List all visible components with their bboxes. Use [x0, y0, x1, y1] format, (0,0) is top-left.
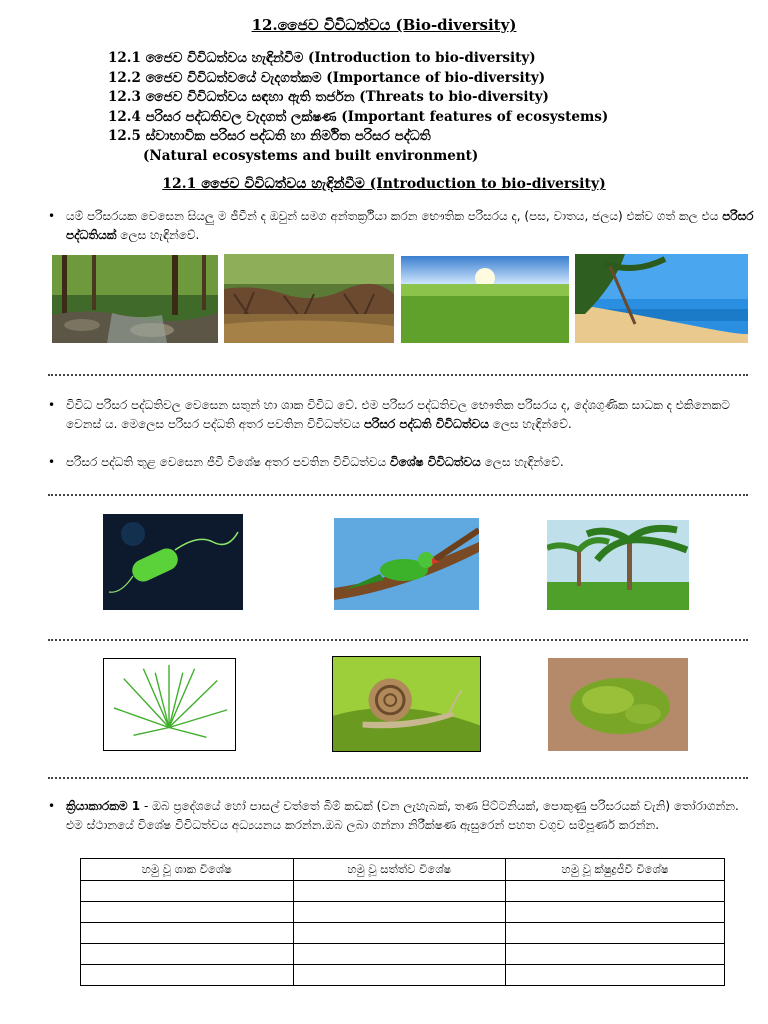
toc-item-subtitle: (Natural ecosystems and built environment) [143, 147, 479, 164]
beach-image [575, 254, 748, 343]
toc-item: 12.1 ජෛව විවිධත්වය හැඳින්වීම (Introduction to bio-diversity) [108, 50, 536, 66]
table-cell[interactable] [506, 965, 725, 986]
table-cell[interactable] [81, 923, 294, 944]
activity-label: ක්‍රියාකාරකම 1 [66, 799, 141, 813]
table-cell[interactable] [293, 965, 506, 986]
table-cell[interactable] [293, 923, 506, 944]
toc-item: 12.4 පරිසර පද්ධතිවල වැදගත් ලක්ෂණ (Important features of ecosystems) [108, 108, 609, 125]
parrot-image [334, 518, 479, 610]
divider [48, 639, 748, 641]
table-cell[interactable] [293, 881, 506, 902]
toc-item: 12.5 ස්වාභාවික පරිසර පද්ධති හා නිර්මිත පරිසර පද්ධති [108, 128, 431, 144]
table-cell[interactable] [81, 881, 294, 902]
table-cell[interactable] [81, 944, 294, 965]
table-row [81, 944, 725, 965]
table-of-contents [108, 49, 608, 166]
divider [48, 777, 748, 779]
table-row [81, 923, 725, 944]
table-cell[interactable] [81, 902, 294, 923]
palm-trees-image [547, 520, 689, 610]
toc-item: 12.2 ජෛව විවිධත්වයේ වැදගත්කම (Importance of bio-diversity) [108, 69, 546, 86]
bullet-icon: • [48, 209, 56, 223]
observation-table [80, 858, 725, 986]
paragraph-species-diversity: • පරිසර පද්ධති තුළ වෙසෙන ජීවී විශේෂ අතර පවතින විවිධත්වය විශේෂ විවිධත්වය ලෙස හැඳින්වේ. [66, 453, 756, 472]
section-heading: 12.1 ජෛව විවිධත්වය හැඳින්වීම (Introduction to bio-diversity) [162, 176, 606, 192]
bacterium-image [103, 514, 243, 610]
table-cell[interactable] [506, 881, 725, 902]
table-row [81, 881, 725, 902]
bullet-icon: • [48, 799, 56, 813]
grassland-image [401, 256, 569, 343]
activity-instructions: • ක්‍රියාකාරකම 1 - ඔබ ප්‍රදේශයේ හෝ පාසල් වත්තේ බිම් කඩක් (වන ලැහැබක්, තණ පිට්ටනියක්, පොකුණු පරිසරයක් වැනි) තෝරාගන්න. එම ස්ථානයේ විශේෂ විවිධත්වය අධ්‍යයනය කරන්න.ඔබ ලබා ගන්නා නිරීක්ෂණ ඇසුරෙන් පහත වගුව සම්පූර්ණ කරන්න. [48, 799, 739, 832]
page-title: 12.ජෛව විවිධත්වය (Bio-diversity) [251, 16, 517, 34]
mangrove-image [224, 254, 394, 343]
table-cell[interactable] [81, 965, 294, 986]
table-header-microbes: හමු වූ ක්ෂුද්‍රජීවී විශේෂ [506, 859, 725, 881]
paragraph-ecosystem-diversity: • විවිධ පරිසර පද්ධතිවල වෙසෙන සතුන් හා ශාක විවිධ වේ. එම පරිසර පද්ධතිවල භෞතික පරිසරය ද, දේශගුණික සාධක ද එකිනෙකට වෙනස් ය. මෙලෙස පරිසර පද්ධති අතර පවතින විවිධත්වය පරිසර පද්ධති විවිධත්වය ලෙස හැඳින්වේ. [48, 398, 730, 431]
table-header-row [81, 859, 725, 881]
moss-image [548, 658, 688, 751]
table-cell[interactable] [506, 902, 725, 923]
bullet-icon: • [48, 398, 56, 412]
table-header-animals: හමු වූ සත්ත්ව විශේෂ [293, 859, 506, 881]
table-cell[interactable] [506, 923, 725, 944]
paragraph-ecosystem: • යම් පරිසරයක වෙසෙන සියලු ම ජීවීන් ද ඔවුන් සමග අන්තර්ක්‍රියා කරන භෞතික පරිසරය ද, (පස, වාතය, ජලය) එක්ව ගත් කල එය පරිසර පද්ධතියක් ලෙස හැඳින්වේ. [48, 209, 754, 242]
divider [48, 494, 748, 496]
bullet-icon: • [48, 455, 56, 469]
table-header-plants: හමු වූ ශාක විශේෂ [81, 859, 294, 881]
table-row [81, 902, 725, 923]
toc-item: 12.3 ජෛව විවිධත්වය සඳහා ඇති තර්ජන (Threats to bio-diversity) [108, 89, 549, 105]
divider [48, 374, 748, 376]
snail-image [332, 656, 481, 752]
table-cell[interactable] [506, 944, 725, 965]
forest-stream-image [52, 255, 218, 343]
table-cell[interactable] [293, 944, 506, 965]
table-cell[interactable] [293, 902, 506, 923]
table-row [81, 965, 725, 986]
grass-tuft-image [103, 658, 236, 751]
